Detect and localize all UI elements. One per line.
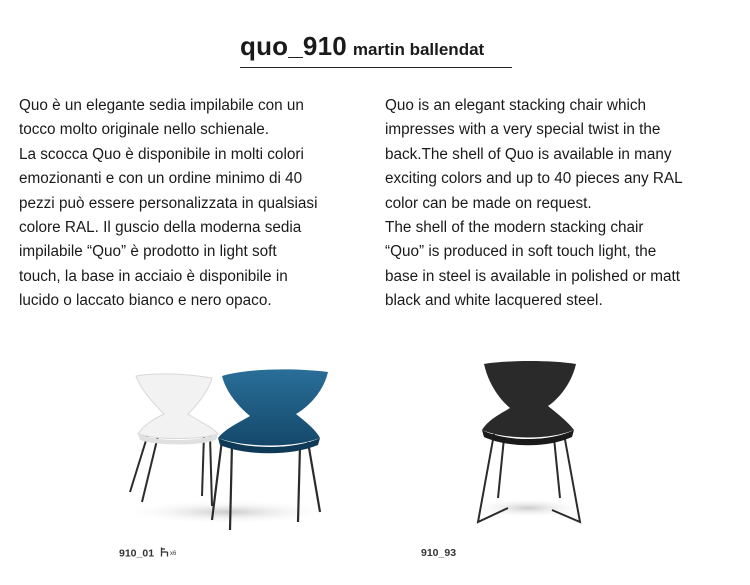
product-code-title: quo_910 [240,31,347,61]
description-english [385,94,745,314]
text-line: emozionanti e con un ordine minimo di 40 [19,170,303,188]
text-line: base in steel is available in polished or matt [385,267,681,285]
text-line: colore RAL. Il guscio della moderna sedia [19,219,302,237]
text-line: pezzi può essere personalizzata in qualsiasi [19,194,318,212]
product-header [240,31,512,68]
text-line: touch, la base in acciaio è disponibile in [19,267,288,285]
text-line: tocco molto originale nello schienale. [19,121,269,139]
product-code: 910_93 [421,547,457,559]
chairs-white-blue-illustration [118,362,340,537]
text-line: black and white lacquered steel. [385,292,603,310]
product-image-910-01 [118,362,340,537]
chair-black-illustration [468,358,588,530]
text-line: impresses with a very special twist in the [385,121,661,139]
text-line: exciting colors and up to 40 pieces any RAL [385,170,683,188]
text-line: The shell of the modern stacking chair [385,219,644,237]
text-line: La scocca Quo è disponibile in molti colori [19,145,304,163]
stack-count: x6 [170,550,177,557]
product-code: 910_01 [119,547,155,560]
text-line: lucido o laccato bianco e nero opaco. [19,292,272,310]
text-line: color can be made on request. [385,194,592,212]
text-line: back.The shell of Quo is available in many [385,145,672,163]
product-image-910-93 [468,358,588,530]
text-line: Quo is an elegant stacking chair which [385,97,647,114]
stack-chair-icon [160,547,169,560]
text-line: impilabile “Quo” è prodotto in light soft [19,243,277,261]
designer-name: martin ballendat [352,40,485,59]
product-code-label [119,547,176,560]
description-italian [19,94,371,314]
text-line: “Quo” is produced in soft touch light, the [385,243,657,261]
product-code-label [421,547,456,559]
text-line: Quo è un elegante sedia impilabile con un [19,97,304,114]
